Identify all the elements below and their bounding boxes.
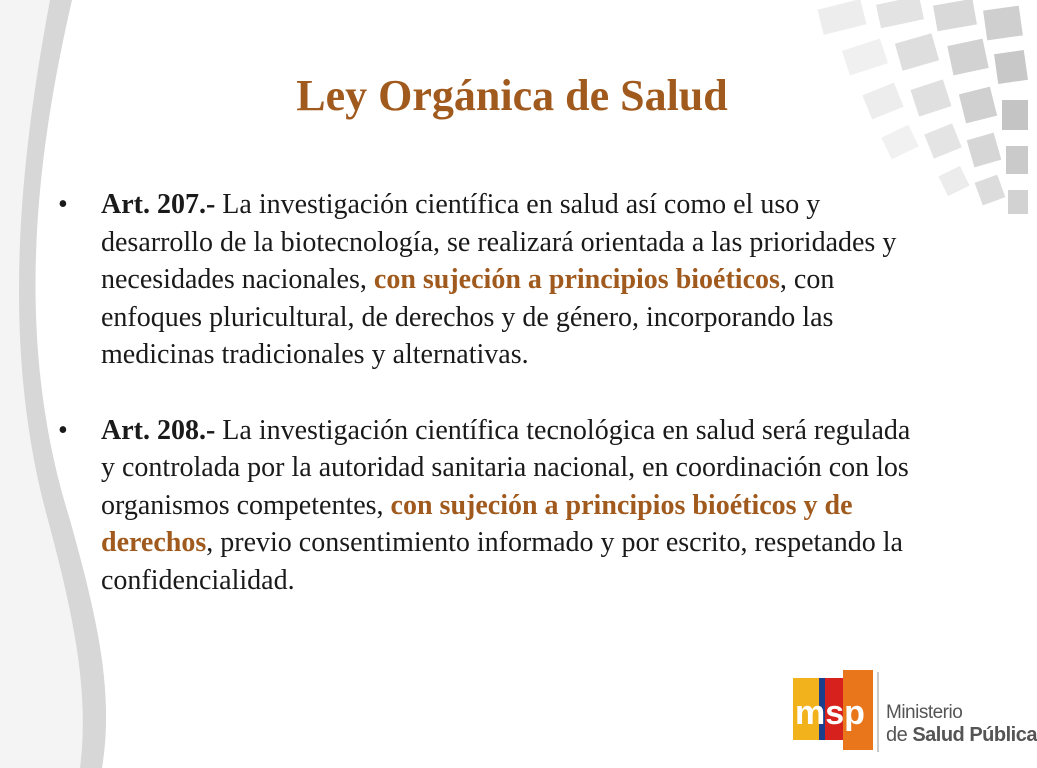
slide-title: Ley Orgánica de Salud: [296, 71, 728, 120]
logo-line2-prefix: de: [886, 724, 913, 746]
article-text-end: , previo consentimiento informado y por escrito, respetando la confidencialidad.: [101, 527, 903, 596]
list-item-art-208: [58, 412, 918, 600]
logo-divider: [877, 672, 879, 752]
article-text: La investigación científica en salud así como el uso y desarrollo de la biotecnología, se realizará orientada a las prioridades y necesidades nacionales,: [101, 189, 897, 295]
article-highlight: con sujeción a principios bioéticos y de derechos: [101, 489, 853, 558]
msp-acronym: msp: [795, 694, 865, 732]
article-highlight: con sujeción a principios bioéticos: [373, 264, 780, 295]
article-label: Art. 207.-: [101, 189, 216, 220]
bullet-icon: •: [58, 414, 68, 446]
article-text-end: , con enfoques pluricultural, de derechos y de género, incorporando las medicinas tradicionales y alternativas.: [101, 264, 835, 370]
article-list: [58, 186, 918, 599]
ministry-logo: [793, 668, 1037, 758]
list-item-art-207: [58, 186, 918, 374]
article-text: La investigación científica tecnológica en salud será regulada y controlada por la autoridad sanitaria nacional, en coordinación con los organismos competentes,: [101, 414, 911, 521]
article-label: Art. 208.-: [101, 414, 216, 446]
msp-logo-icon: [793, 668, 875, 752]
logo-line1: Ministerio: [886, 702, 963, 723]
logo-line2-bold: Salud Pública: [912, 724, 1037, 746]
bullet-icon: •: [58, 189, 68, 220]
logo-line2: [886, 724, 1037, 747]
